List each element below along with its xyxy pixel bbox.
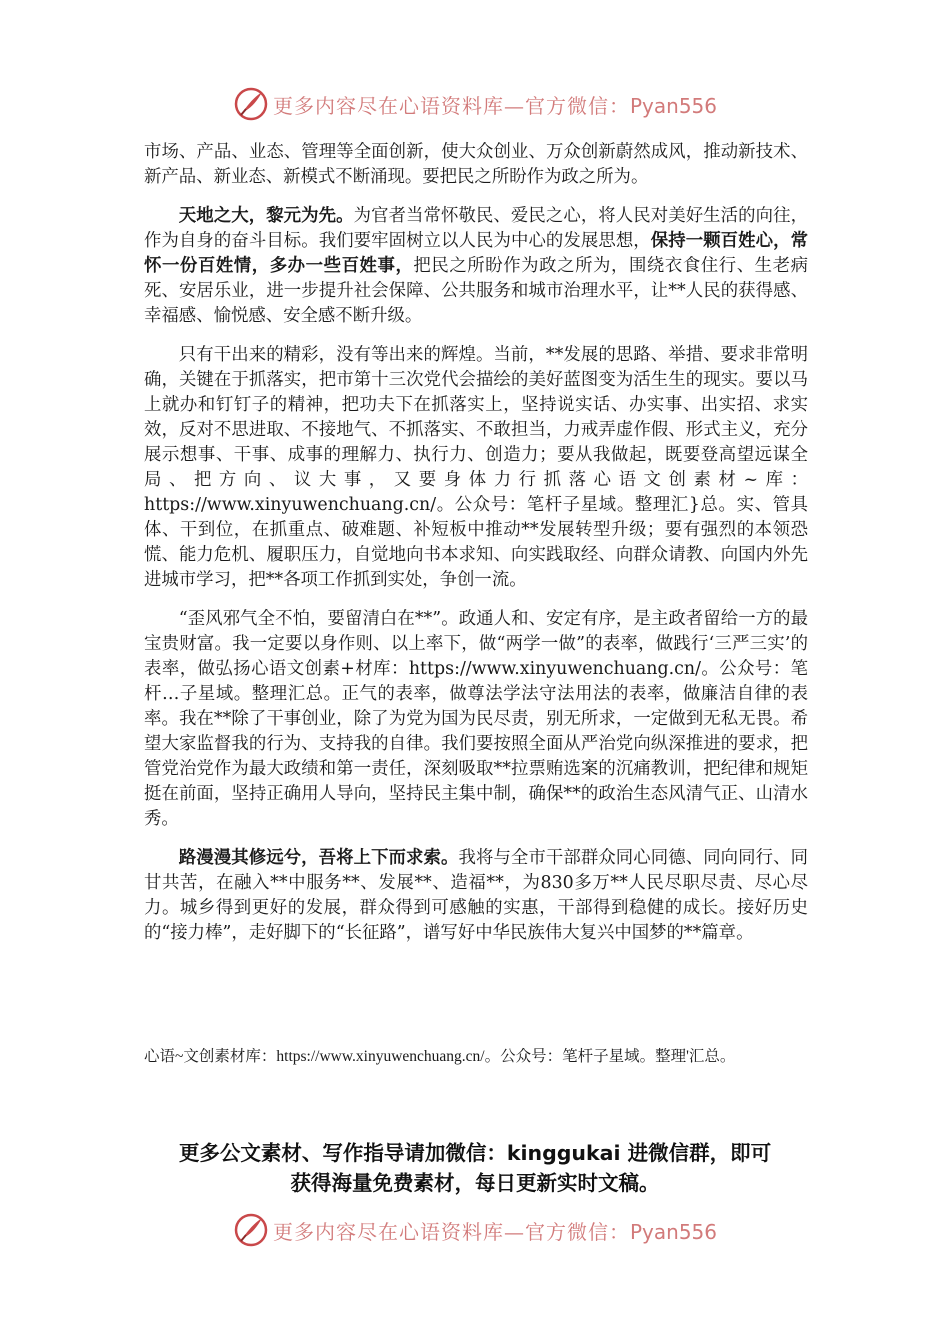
- source-note: 心语~文创素材库：https://www.xinyuwenchuang.cn/。公众号：笔杆子星域。整理'汇总。: [144, 1048, 736, 1065]
- paragraph-text: 市场、产品、业态、管理等全面创新，使大众创业、万众创新蔚然成风，推动新技术、新产品、新业态、新模式不断涌现。要把民之所盼作为政之所为。: [144, 142, 808, 187]
- quill-logo-icon: [233, 1212, 269, 1248]
- promo-block: [120, 1138, 830, 1198]
- paragraph-2: [144, 204, 808, 329]
- banner-account: Pyan556: [629, 93, 717, 118]
- banner-text: 更多内容尽在心语资料库—官方微信：Pyan556: [272, 93, 717, 118]
- paragraph-text: “歪风邪气全不怕，要留清白在**”。政通人和、安定有序，是主政者留给一方的最宝贵财富。我一定要以身作则、以上率下，做“两学一做”的表率，做践行‘三严三实’的表率，做弘扬心语文创素+材库：https://www.xinyuwenchuang.cn/。公众号：笔杆…子星域。整理汇总。正气的表率，做尊法学法守法用法的表率，做廉洁自律的表率。我在**除了干事创业，除了为党为国为民尽责，别无所求，一定做到无私无畏。希望大家监督我的行为、支持我的自律。我们要按照全面从严治党向纵深推进的要求，把管党治党作为最大政绩和第一责任，深刻吸取**拉票贿选案的沉痛教训，把纪律和规矩挺在前面，坚持正确用人导向，坚持民主集中制，确保**的政治生态风清气正、山清水秀。: [144, 609, 808, 829]
- banner-text: 更多内容尽在心语资料库—官方微信：Pyan556: [272, 1219, 717, 1244]
- emphasis-text: 保持一颗百姓心，常怀一份百姓情，多办一些百姓事，: [144, 231, 808, 276]
- emphasis-text: 路漫漫其修远兮，吾将上下而求索。: [178, 848, 459, 868]
- paragraph-text: 我将与全市干部群众同心同德、同向同行、同甘共苦，在融入**中服务**、发展**、造福**，为830多万**人民尽职尽责、尽心尽力。城乡得到更好的发展，群众得到可感触的实惠，干部得到稳健的成长。接好历史的“接力棒”，走好脚下的“长征路”，谱写好中华民族伟大复兴中国梦的**篇章。: [144, 848, 808, 943]
- footer-banner: [0, 1210, 950, 1250]
- banner-account: Pyan556: [629, 1219, 717, 1244]
- paragraph-5: [144, 846, 808, 946]
- paragraph-text: 只有干出来的精彩，没有等出来的辉煌。当前，**发展的思路、举措、要求非常明确，关键在于抓落实，把市第十三次党代会描绘的美好蓝图变为活生生的现实。要以马上就办和钉钉子的精神，把功夫下在抓落实上，坚持说实话、办实事、出实招、求实效，反对不思进取、不接地气、不抓落实、不敢担当，力戒弄虚作假、形式主义，充分展示想事、干事、成事的理解力、执行力、创造力；要从我做起，既要登高望远谋全局、把方向、议大事，又要身体力行抓落心语文创素材~库：https://www.xinyuwenchuang.cn/。公众号：笔杆子星域。整理汇}总。实、管具体、干到位，在抓重点、破难题、补短板中推动**发展转型升级；要有强烈的本领恐慌、能力危机、履职压力，自觉地向书本求知、向实践取经、向群众请教、向国内外先进城市学习，把**各项工作抓到实处，争创一流。: [144, 345, 808, 590]
- paragraph-3: [144, 343, 808, 593]
- emphasis-text: 天地之大，黎元为先。: [178, 206, 354, 226]
- quill-logo-icon: [233, 86, 269, 122]
- document-body: [144, 140, 808, 960]
- promo-line-1: 更多公文素材、写作指导请加微信：kinggukai 进微信群，即可: [178, 1141, 772, 1165]
- paragraph-1: [144, 140, 808, 190]
- promo-line-2: 获得海量免费素材，每日更新实时文稿。: [290, 1171, 660, 1195]
- paragraph-text: 为官者当常怀敬民、爱民之心，将人民对美好生活的向往，作为自身的奋斗目标。我们要牢固树立以人民为中心的发展思想，: [144, 206, 808, 251]
- paragraph-4: [144, 607, 808, 832]
- paragraph-text: 把民之所盼作为政之所为，围绕衣食住行、生老病死、安居乐业，进一步提升社会保障、公共服务和城市治理水平，让**人民的获得感、幸福感、愉悦感、安全感不断升级。: [144, 256, 808, 326]
- header-banner: [0, 84, 950, 124]
